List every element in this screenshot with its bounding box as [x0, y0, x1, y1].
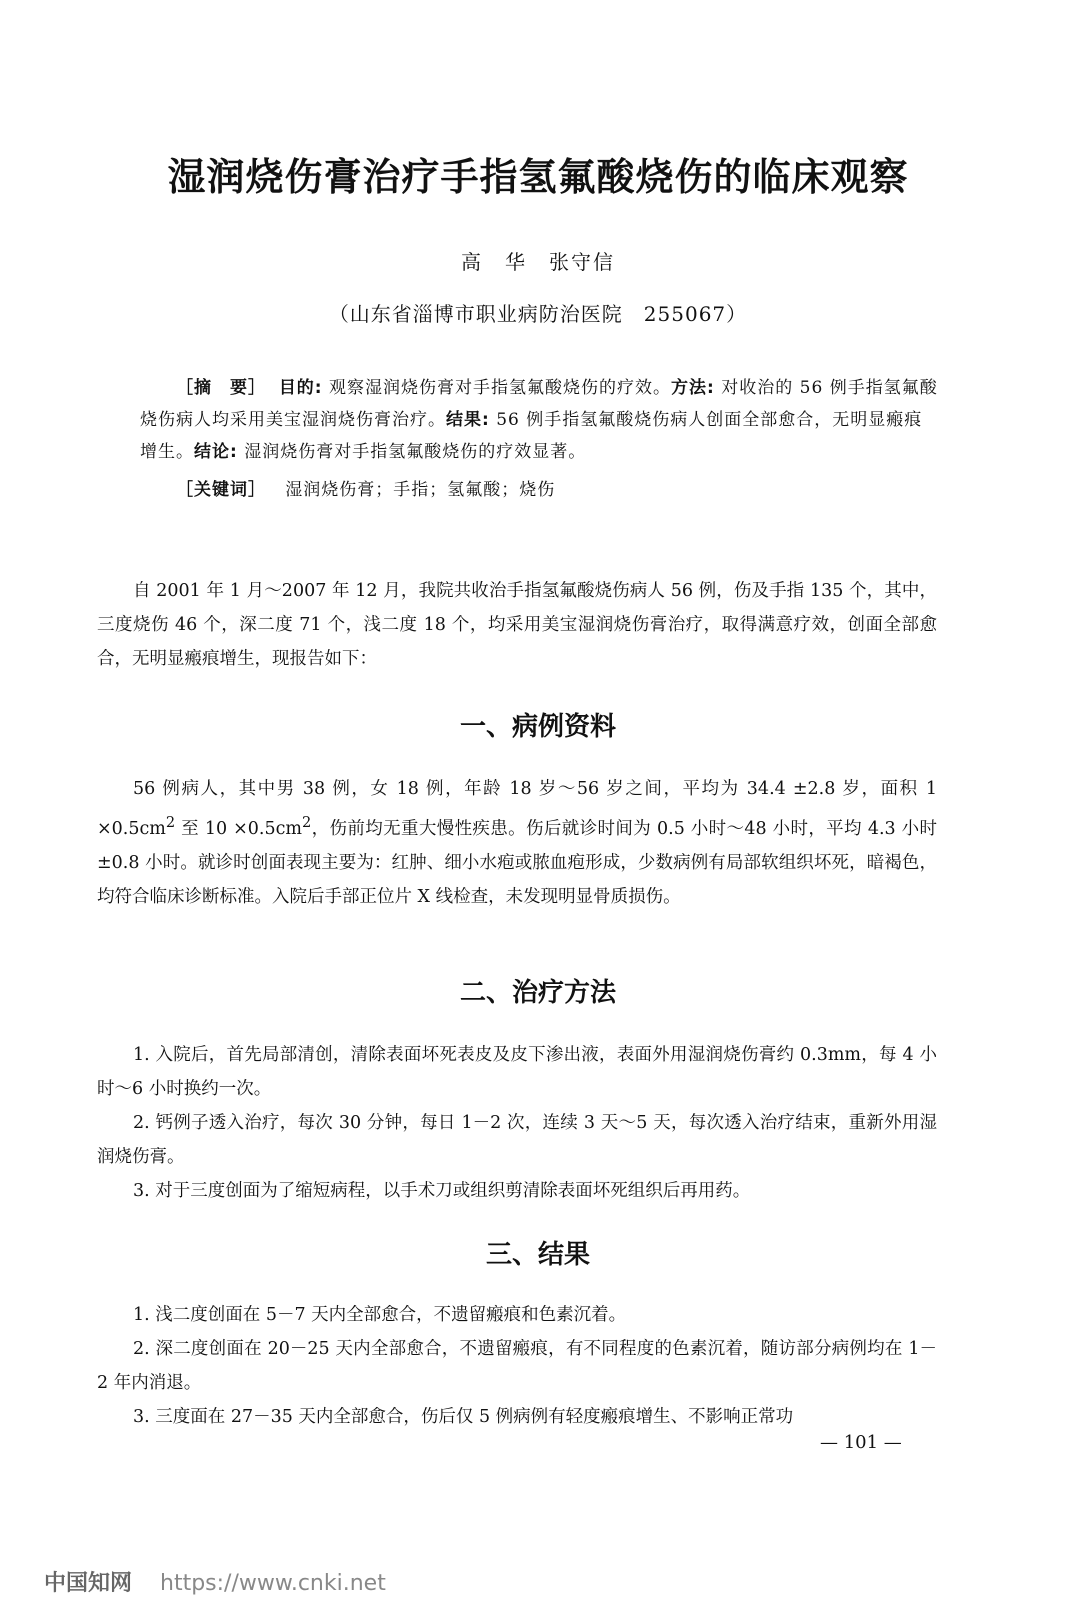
cnki-logo-text: 中国知网	[44, 1571, 133, 1596]
list-item: 2. 钙例子透入治疗，每次 30 分钟，每日 1－2 次，连续 3 天～5 天，每次透入治疗结束，重新外用湿润烧伤膏。	[97, 1113, 937, 1167]
section-heading-2: 二、治疗方法	[459, 978, 616, 1008]
method-text: 对收治的 56 例手指氢氟酸烧伤病人均采用美宝湿润烧伤膏治疗。	[140, 378, 938, 430]
footer-watermark	[44, 1566, 386, 1597]
keywords-text: 湿润烧伤膏；手指；氢氟酸；烧伤	[285, 480, 556, 500]
result-label: 结果:	[446, 410, 490, 430]
section-heading-3: 三、结果	[485, 1240, 590, 1270]
list-item: 1. 浅二度创面在 5－7 天内全部愈合，不遗留瘢痕和色素沉着。	[133, 1305, 627, 1325]
section-heading-1: 一、病例资料	[459, 712, 616, 742]
section1-body	[97, 772, 937, 914]
superscript: 2	[165, 814, 176, 831]
list-item: 3. 三度面在 27－35 天内全部愈合，伤后仅 5 例病例有轻度瘢痕增生、不影响正常功	[133, 1407, 794, 1427]
article-title: 湿润烧伤膏治疗手指氢氟酸烧伤的临床观察	[167, 155, 909, 199]
keywords	[140, 474, 940, 506]
abstract	[140, 372, 940, 506]
section1-text-b: 至 10 ×0.5cm	[175, 818, 302, 839]
intro-block	[97, 574, 937, 676]
affiliation: （山东省淄博市职业病防治医院 255067）	[328, 302, 748, 326]
list-item: 2. 深二度创面在 20－25 天内全部愈合，不遗留瘢痕，有不同程度的色素沉着，随访部分病例均在 1－2 年内消退。	[97, 1339, 937, 1393]
keywords-label: ［关键词］	[176, 480, 266, 500]
authors: 高 华 张守信	[461, 250, 615, 274]
section3-body	[97, 1298, 937, 1434]
abstract-label: ［摘 要］	[176, 378, 266, 398]
result-text: 56 例手指氢氟酸烧伤病人创面全部愈合，无明显瘢痕增生。	[140, 410, 923, 462]
abstract-paragraph	[140, 372, 940, 468]
method-label: 方法:	[671, 378, 715, 398]
page-number: — 101 —	[820, 1432, 902, 1453]
purpose-label: 目的:	[278, 378, 323, 398]
section2-body	[97, 1038, 937, 1208]
conclusion-label: 结论:	[194, 442, 238, 462]
section1-text-c: ，伤前均无重大慢性疾患。伤后就诊时间为 0.5 小时～48 小时，平均 4.3 小时 ±0.8 小时。就诊时创面表现主要为：红肿、细小水疱或脓血疱形成，少数病例有局部软组织坏死，暗褐色，均符合临床诊断标准。入院后手部正位片 X 线检查，未发现明显骨质损伤。	[97, 818, 937, 907]
intro-paragraph: 自 2001 年 1 月～2007 年 12 月，我院共收治手指氢氟酸烧伤病人 56 例，伤及手指 135 个，其中，三度烧伤 46 个，深二度 71 个，浅二度 18 个，均采用美宝湿润烧伤膏治疗，取得满意疗效，创面全部愈合，无明显瘢痕增生，现报告如下：	[97, 581, 937, 669]
footer-url[interactable]: https://www.cnki.net	[160, 1571, 386, 1596]
section1-text-a: 56 例病人，其中男 38 例，女 18 例，年龄 18 岁～56 岁之间，平均为 34.4 ±2.8 岁，面积 1 ×0.5cm	[97, 779, 937, 839]
section1-paragraph	[97, 772, 937, 914]
conclusion-text: 湿润烧伤膏对手指氢氟酸烧伤的疗效显著。	[244, 442, 587, 462]
superscript: 2	[301, 814, 312, 831]
purpose-text: 观察湿润烧伤膏对手指氢氟酸烧伤的疗效。	[329, 378, 672, 398]
list-item: 1. 入院后，首先局部清创，清除表面坏死表皮及皮下渗出液，表面外用湿润烧伤膏约 0.3mm，每 4 小时～6 小时换约一次。	[97, 1045, 937, 1099]
list-item: 3. 对于三度创面为了缩短病程，以手术刀或组织剪清除表面坏死组织后再用药。	[133, 1181, 751, 1201]
